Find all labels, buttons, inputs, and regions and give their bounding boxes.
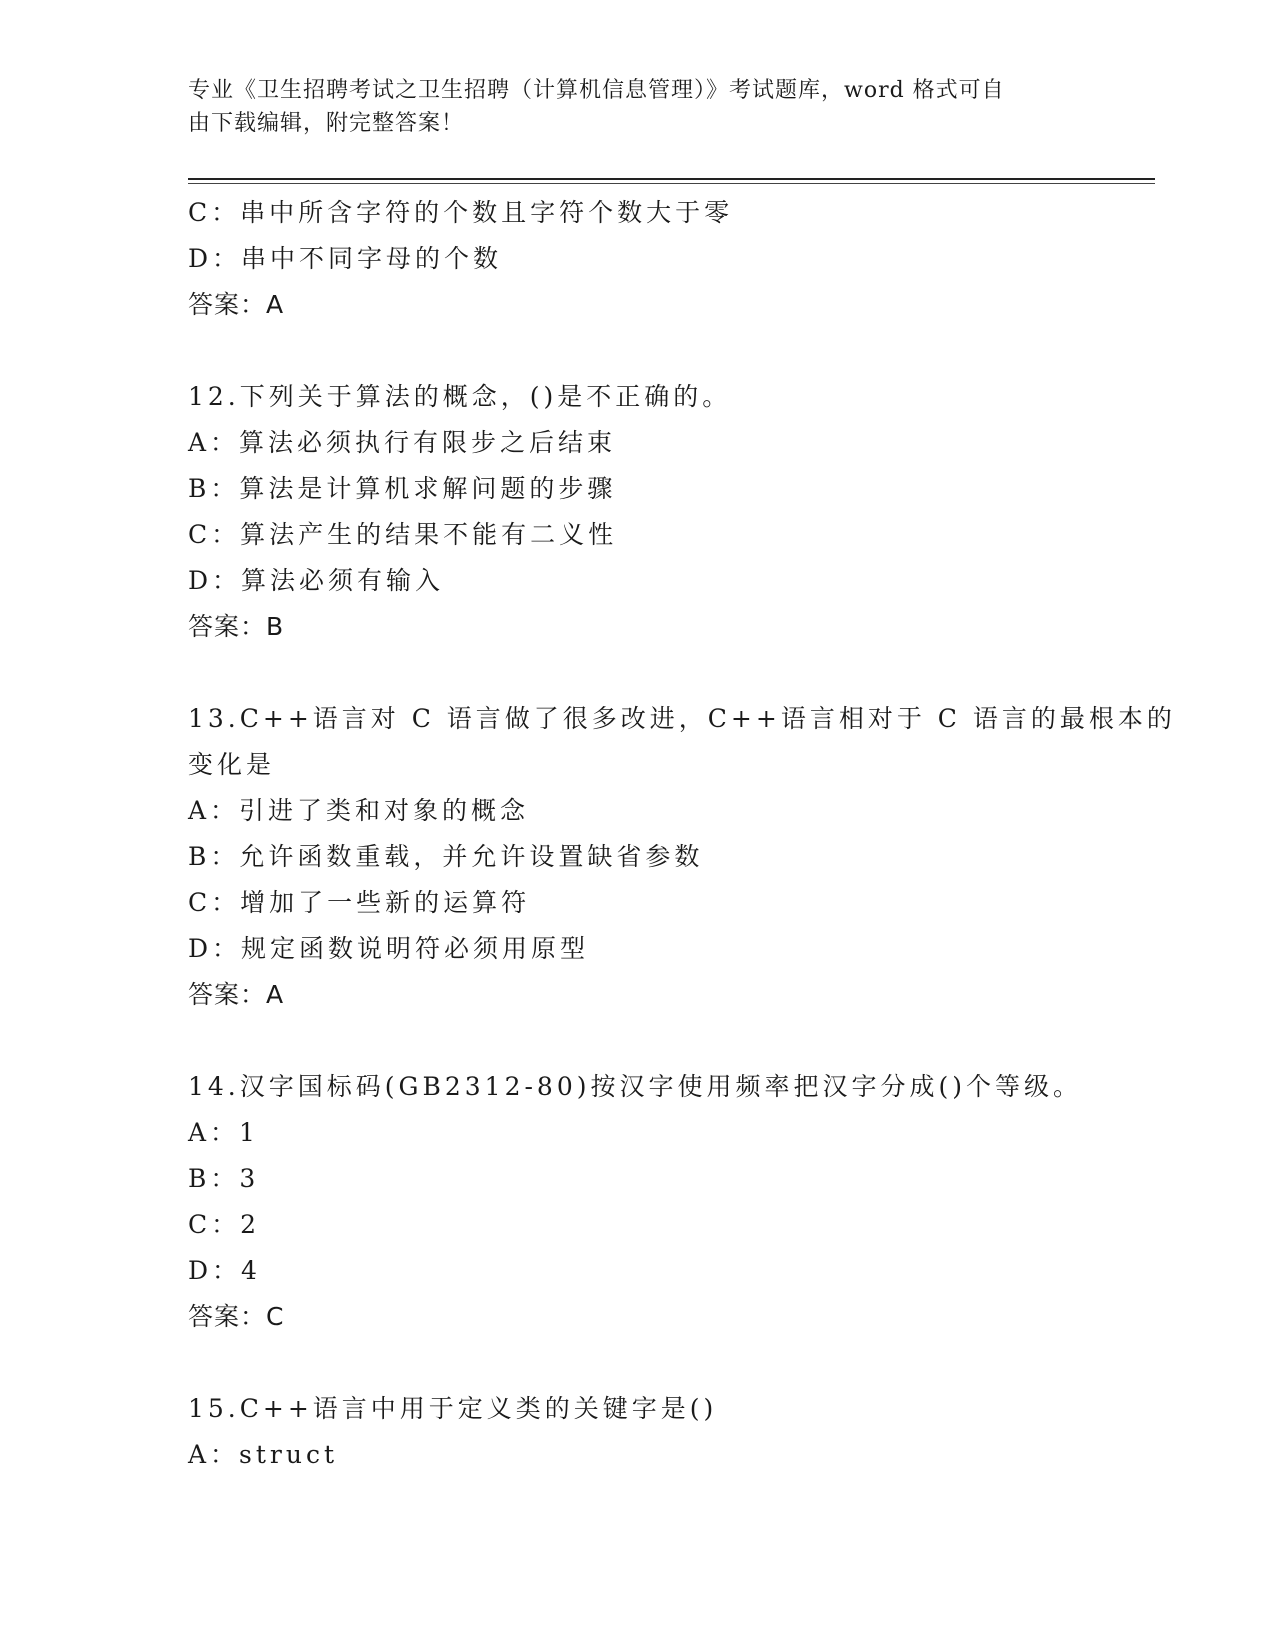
spacer [188, 1018, 1088, 1064]
question-text: 12.下列关于算法的概念，()是不正确的。 [188, 382, 732, 411]
option-c: C：2 [188, 1210, 261, 1239]
question-14 [188, 1064, 1088, 1340]
option-d: D：规定函数说明符必须用原型 [188, 934, 590, 963]
question-text: 14.汉字国标码(GB2312-80)按汉字使用频率把汉字分成()个等级。 [188, 1072, 1082, 1101]
option-b: B：算法是计算机求解问题的步骤 [188, 474, 617, 503]
header-line-1: 专业《卫生招聘考试之卫生招聘（计算机信息管理）》考试题库，word 格式可自 [188, 78, 1005, 103]
option-a: A：算法必须执行有限步之后结束 [188, 428, 617, 457]
header-divider-thick [188, 178, 1155, 180]
option-d: D：4 [188, 1256, 261, 1285]
answer: 答案：A [188, 290, 285, 319]
option-d: D：算法必须有输入 [188, 566, 445, 595]
question-15 [188, 1386, 1088, 1478]
answer: 答案：A [188, 980, 285, 1009]
option-c: C：算法产生的结果不能有二义性 [188, 520, 618, 549]
option-a: A：1 [188, 1118, 259, 1147]
question-list [188, 190, 1176, 1478]
answer: 答案：B [188, 612, 285, 641]
header-line-2: 由下载编辑，附完整答案！ [188, 111, 465, 136]
document-header [188, 74, 1068, 140]
question-11-partial [188, 190, 1088, 328]
option-c: C：增加了一些新的运算符 [188, 888, 531, 917]
option-c: C：串中所含字符的个数且字符个数大于零 [188, 198, 734, 227]
answer: 答案：C [188, 1302, 285, 1331]
question-text-line-1: 13.C++语言对 C 语言做了很多改进，C++语言相对于 C 语言的最根本的 [188, 704, 1176, 733]
option-a: A：引进了类和对象的概念 [188, 796, 530, 825]
spacer [188, 650, 1088, 696]
option-b: B：允许函数重载，并允许设置缺省参数 [188, 842, 704, 871]
question-text-line-2: 变化是 [188, 750, 276, 779]
question-text: 15.C++语言中用于定义类的关键字是() [188, 1394, 718, 1423]
question-12 [188, 374, 1088, 650]
spacer [188, 328, 1088, 374]
header-divider-thin [188, 183, 1155, 184]
question-13 [188, 696, 1176, 1018]
spacer [188, 1340, 1088, 1386]
option-b: B：3 [188, 1164, 260, 1193]
option-d: D：串中不同字母的个数 [188, 244, 503, 273]
option-a: A：struct [188, 1440, 339, 1469]
